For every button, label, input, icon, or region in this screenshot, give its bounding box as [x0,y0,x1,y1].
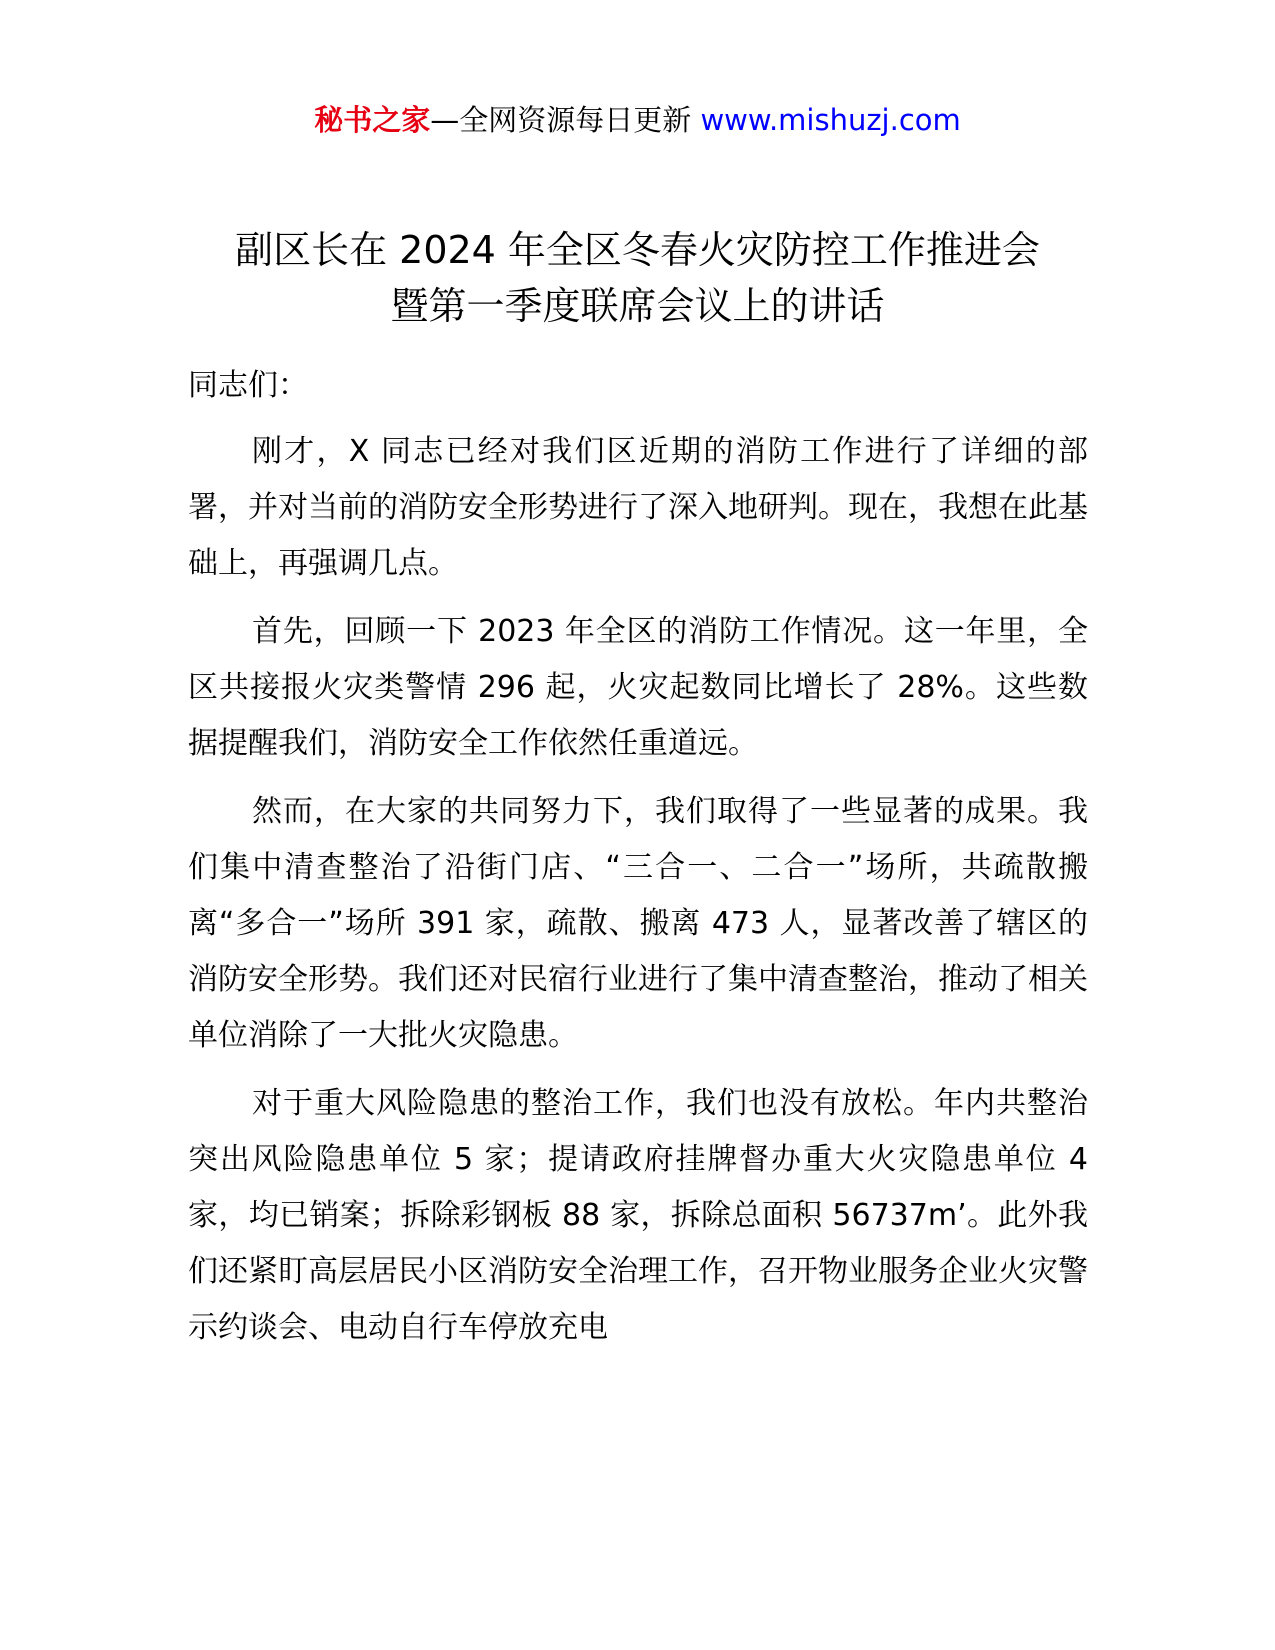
title-line-2: 暨第一季度联席会议上的讲话 [390,284,885,328]
site-url-link[interactable]: www.mishuzj.com [700,103,961,137]
site-header [0,100,1275,140]
header-tagline: —全网资源每日更新 [430,103,692,137]
title-line-1: 副区长在 2024 年全区冬春火灾防控工作推进会 [235,228,1040,272]
paragraph: 然而，在大家的共同努力下，我们取得了一些显著的成果。我们集中清查整治了沿街门店、“三合一、二合一”场所，共疏散搬离“多合一”场所 391 家，疏散、搬离 473 人，显著改善了辖区的消防安全形势。我们还对民宿行业进行了集中清查整治，推动了相关单位消除了一大批火灾隐患。 [188,794,1088,1053]
brand-name: 秘书之家 [314,103,431,137]
paragraph: 首先，回顾一下 2023 年全区的消防工作情况。这一年里，全区共接报火灾类警情 296 起，火灾起数同比增长了 28%。这些数据提醒我们，消防安全工作依然任重道远。 [188,614,1088,761]
document-title [150,222,1125,334]
paragraph: 对于重大风险隐患的整治工作，我们也没有放松。年内共整治突出风险隐患单位 5 家；提请政府挂牌督办重大火灾隐患单位 4 家，均已销案；拆除彩钢板 88 家，拆除总面积 56737m’。此外我们还紧盯高层居民小区消防安全治理工作，召开物业服务企业火灾警示约谈会、电动自行车停放充电 [188,1086,1088,1345]
salutation: 同志们： [188,368,308,403]
document-body [188,358,1088,1368]
paragraph: 刚才，X 同志已经对我们区近期的消防工作进行了详细的部署，并对当前的消防安全形势进行了深入地研判。现在，我想在此基础上，再强调几点。 [188,434,1088,581]
